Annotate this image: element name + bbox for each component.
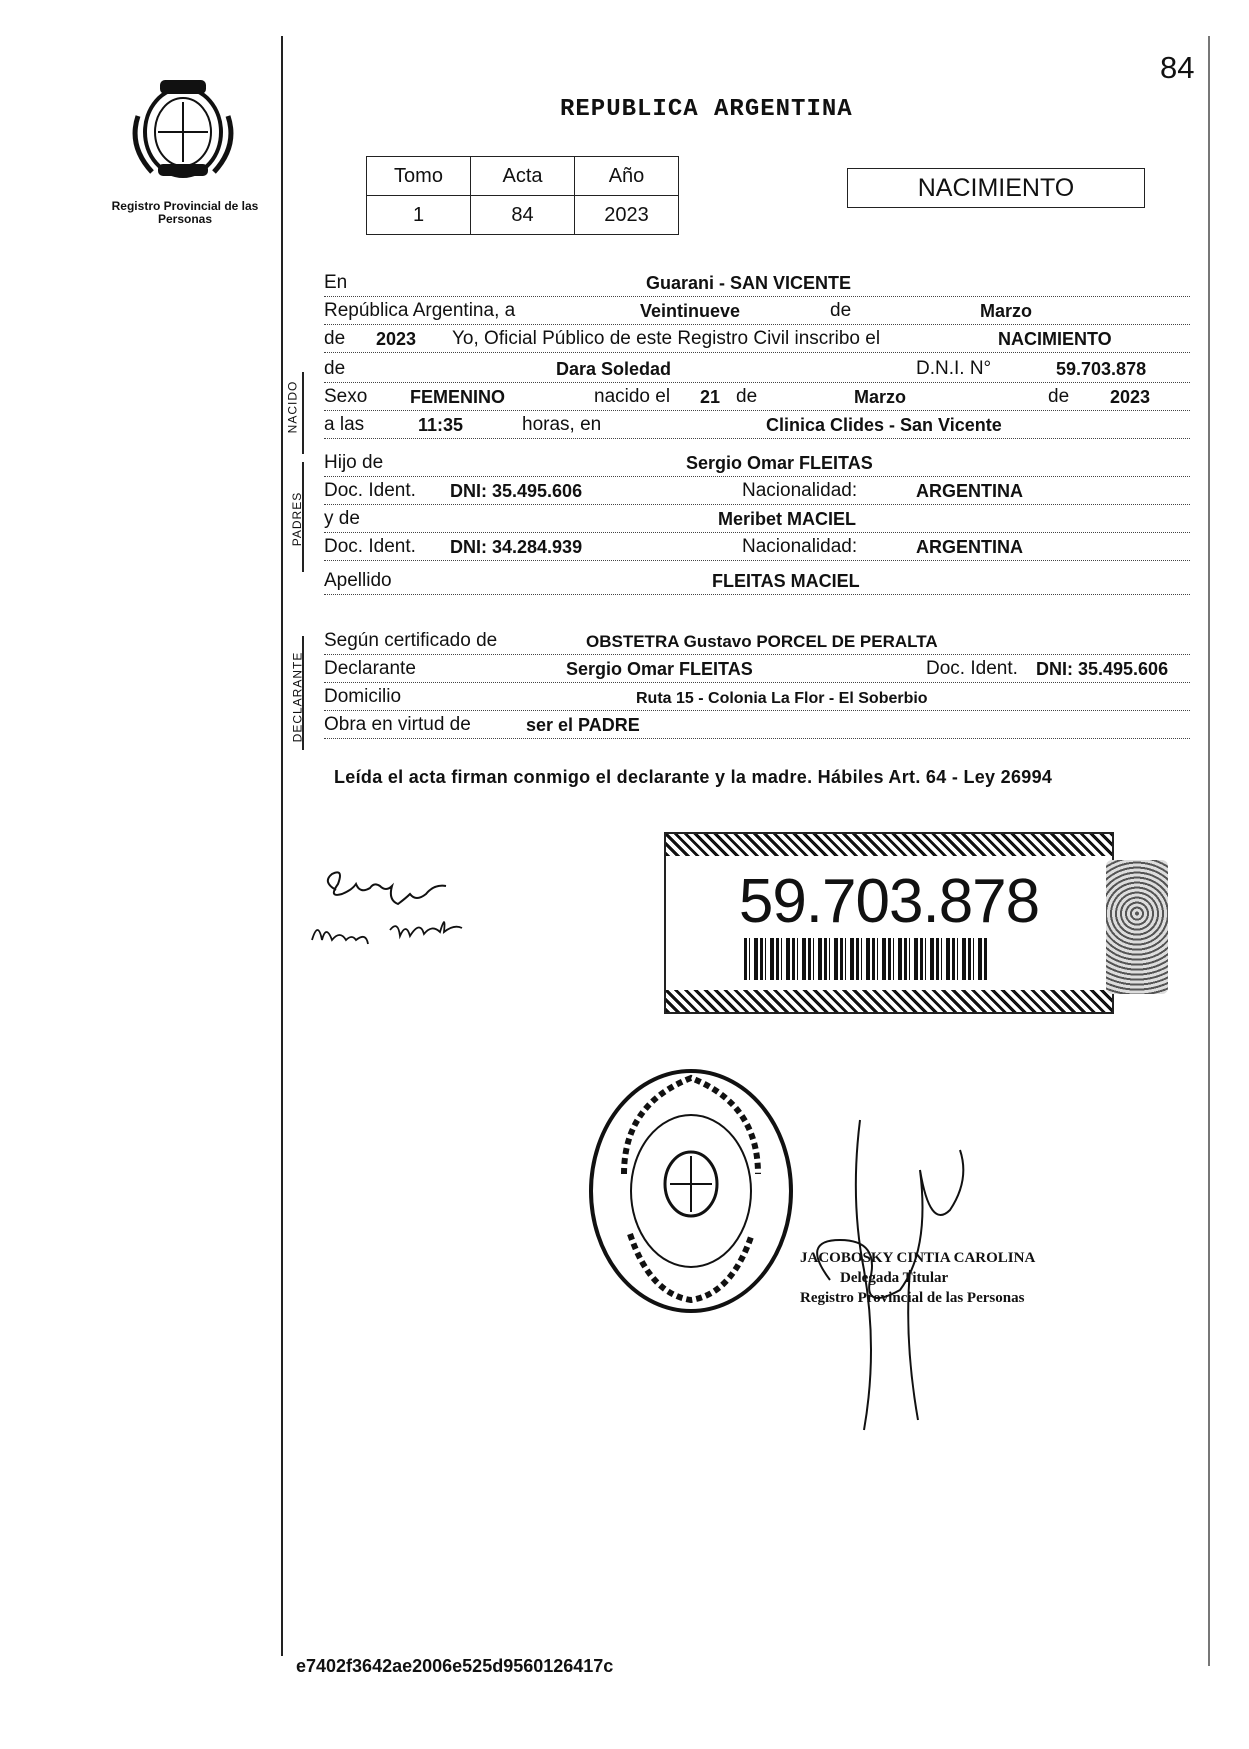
value-birth-year: 2023 <box>1110 387 1151 407</box>
label-officer: Yo, Oficial Público de este Registro Civil inscribo el <box>452 328 881 349</box>
label-en: En <box>324 272 348 293</box>
provincial-emblem-icon <box>118 76 248 182</box>
label-republica: República Argentina, a <box>324 300 516 321</box>
row-father <box>324 450 1190 477</box>
label-declarante: Declarante <box>324 658 416 679</box>
hologram-icon <box>1106 860 1168 994</box>
dni-sticker <box>664 832 1114 1014</box>
label-year-de: de <box>324 328 346 349</box>
value-child-name: Dara Soledad <box>556 359 672 379</box>
table-cell-acta: 84 <box>471 196 575 235</box>
sticker-pattern-top <box>666 834 1112 856</box>
label-nat-mother: Nacionalidad: <box>742 536 858 557</box>
official-name: JACOBOSKY CINTIA CAROLINA <box>800 1250 1036 1266</box>
closing-statement: Leída el acta firman conmigo el declarante y la madre. Hábiles Art. 64 - Ley 26994 <box>334 767 1053 787</box>
label-de-year: de <box>1048 386 1070 407</box>
value-mother-nat: ARGENTINA <box>916 537 1023 557</box>
official-office: Registro Provincial de las Personas <box>800 1290 1025 1306</box>
section-padres: PADRES <box>290 491 305 547</box>
value-place: Guarani - SAN VICENTE <box>646 273 852 293</box>
label-a-las: a las <box>324 414 365 435</box>
row-mother-doc <box>324 534 1190 561</box>
label-sexo: Sexo <box>324 386 368 407</box>
value-month: Marzo <box>980 301 1033 321</box>
table-header-tomo: Tomo <box>367 157 471 196</box>
value-father-nat: ARGENTINA <box>916 481 1023 501</box>
row-obra <box>324 712 1190 739</box>
value-mother-doc: DNI: 34.284.939 <box>450 537 583 557</box>
row-time <box>324 412 1190 439</box>
value-day-words: Veintinueve <box>640 301 741 321</box>
value-declarant: Sergio Omar FLEITAS <box>566 659 753 679</box>
value-sexo: FEMENINO <box>410 387 506 407</box>
table-header-row <box>367 157 679 196</box>
table-cell-ano: 2023 <box>575 196 679 235</box>
value-year: 2023 <box>376 329 417 349</box>
label-domicilio: Domicilio <box>324 686 402 707</box>
label-nat-father: Nacionalidad: <box>742 480 858 501</box>
value-surname: FLEITAS MACIEL <box>712 571 860 591</box>
row-birth <box>324 384 1190 411</box>
official-stamp <box>800 1248 1035 1308</box>
value-obra: ser el PADRE <box>526 715 640 735</box>
label-apellido: Apellido <box>324 570 392 591</box>
sticker-number: 59.703.878 <box>738 867 1040 936</box>
row-declarant <box>324 656 1190 683</box>
value-certificate: OBSTETRA Gustavo PORCEL DE PERALTA <box>586 632 938 651</box>
label-doc-declarant: Doc. Ident. <box>926 658 1018 679</box>
row-certificate <box>324 628 1190 655</box>
label-doc-mother: Doc. Ident. <box>324 536 416 557</box>
label-dni: D.N.I. N° <box>916 358 992 379</box>
label-de: de <box>830 300 852 321</box>
right-margin-line <box>1208 36 1210 1666</box>
row-place <box>324 270 1190 297</box>
row-father-doc <box>324 478 1190 505</box>
label-nacido-el: nacido el <box>594 386 671 407</box>
label-de-month: de <box>736 386 758 407</box>
registry-label: Registro Provincial de las Personas <box>111 199 259 226</box>
label-certificado: Según certificado de <box>324 630 498 651</box>
table-header-acta: Acta <box>471 157 575 196</box>
row-officer <box>324 326 1190 353</box>
table-cell-tomo: 1 <box>367 196 471 235</box>
section-nacido: NACIDO <box>285 380 300 434</box>
label-doc-father: Doc. Ident. <box>324 480 416 501</box>
value-birth-place: Clinica Clides - San Vicente <box>766 415 1002 435</box>
value-father-doc: DNI: 35.495.606 <box>450 481 583 501</box>
row-surname <box>324 568 1190 595</box>
official-role: Delegada Titular <box>840 1270 949 1286</box>
label-de-child: de <box>324 358 346 379</box>
register-table <box>366 156 679 235</box>
row-address <box>324 684 1190 711</box>
row-date <box>324 298 1190 325</box>
signatures-image <box>300 850 560 970</box>
value-time: 11:35 <box>418 415 464 435</box>
table-row <box>367 196 679 235</box>
value-birth-day: 21 <box>700 387 721 407</box>
value-mother: Meribet MACIEL <box>718 509 857 529</box>
table-header-ano: Año <box>575 157 679 196</box>
left-margin-line <box>281 36 283 1656</box>
barcode-icon <box>744 938 988 980</box>
value-inscribed: NACIMIENTO <box>998 329 1112 349</box>
sticker-pattern-bottom <box>666 990 1112 1012</box>
label-obra: Obra en virtud de <box>324 714 471 735</box>
label-hijo-de: Hijo de <box>324 452 384 473</box>
value-declarant-doc: DNI: 35.495.606 <box>1036 659 1169 679</box>
document-hash: e7402f3642ae2006e525d9560126417c <box>296 1656 614 1676</box>
value-child-dni: 59.703.878 <box>1056 359 1147 379</box>
row-child-name <box>324 356 1190 383</box>
record-type-box: NACIMIENTO <box>847 168 1145 208</box>
value-father: Sergio Omar FLEITAS <box>686 453 873 473</box>
official-seal <box>584 1064 798 1318</box>
value-address: Ruta 15 - Colonia La Flor - El Soberbio <box>636 690 928 707</box>
document-title: REPUBLICA ARGENTINA <box>560 96 853 123</box>
label-y-de: y de <box>324 508 360 529</box>
page-number: 84 <box>1160 50 1195 85</box>
label-horas: horas, en <box>522 414 602 435</box>
value-birth-month: Marzo <box>854 387 907 407</box>
section-declarante: DECLARANTE <box>290 651 305 743</box>
separator-nacido <box>302 372 304 454</box>
row-mother <box>324 506 1190 533</box>
